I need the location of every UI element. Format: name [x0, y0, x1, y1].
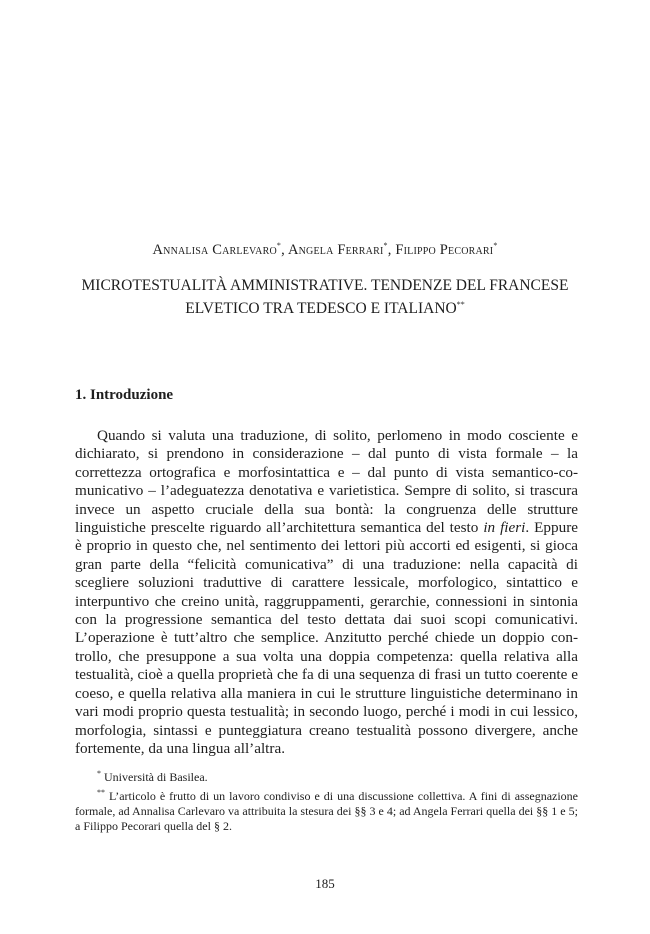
author-line: Annalisa Carlevaro*, Angela Ferrari*, Filippo Pecorari* [152, 241, 498, 258]
body-paragraph [75, 427, 578, 758]
footnote-text: Università di Basilea. [104, 770, 208, 784]
title-footnote-mark: ** [456, 300, 465, 309]
author-name: Angela Ferrari [287, 241, 384, 258]
footnote [75, 785, 578, 834]
footnote-mark: ** [97, 788, 105, 797]
footnote-mark: * [97, 769, 101, 778]
page-number: 185 [315, 876, 335, 891]
affiliation-mark: * [493, 241, 498, 250]
affiliation-mark: * [276, 241, 282, 250]
body-text-segment: . Eppure è proprio in questo che, nel sentimento dei lettori più accorti ed esigenti, si gioca gran parte della “felicità comunicativa” di una traduzione: nella capacità di scegliere soluzioni traduttive di carattere lessicale, morfologico, sintattico e interpuntivo che creino unità, raggruppamenti, gerarchie, connessioni in sintonia con la progressione semantica del testo dettata dai suoi scopi comunicativi. L’operazione è tutt’altro che semplice. Anzitutto perché chiede un doppio controllo, che presuppone a sua volta una doppia competenza: quella relativa alla testualità, cioè a quella proprietà che fa di una sequenza di frasi un tutto coerente e coeso, e quella relativa alla maniera in cui le strutture linguistiche determinano in vari modi proprio questa testualità; in secondo luogo, perché i modi in cui lessico, morfologia, sintassi e punteggiatura creano testualità possono divergere, anche fortemente, da una lingua all’altra. [75, 519, 579, 757]
author-name: Filippo Pecorari [395, 241, 494, 258]
body-text-segment: Quando si valuta una traduzione, di solito, perlomeno in modo cosciente e dichiarato, si prendono in considerazione – dal punto di vista formale – la correttezza ortografica e morfosintattica e – dal punto di vista semantico-comunicativo – l’adeguatezza denotativa e varietistica. Sempre di solito, si trascura invece un aspetto cruciale della sua bontà: la congruenza delle strutture linguistiche prescelte riguardo all’architettura semantica del testo [75, 427, 578, 537]
footnote [75, 766, 578, 785]
title-line: MICROTESTUALITÀ AMMINISTRATIVE. TENDENZE DEL FRANCESE [81, 277, 569, 294]
footnote-text: L’articolo è frutto di un lavoro condiviso e di una discussione collettiva. A fini di assegnazione formale, ad Annalisa Carlevaro va attribuita la stesura dei §§ 3 e 4; ad Angela Ferrari quella dei §§ 1 e 5; a Filippo Pecorari quella del § 2. [75, 789, 579, 833]
body-italic-term: in fieri [483, 519, 526, 537]
article-title [60, 276, 590, 318]
footnotes [75, 766, 578, 834]
affiliation-mark: * [383, 241, 388, 250]
title-line: ELVETICO TRA TEDESCO E ITALIANO [185, 300, 457, 318]
section-heading: 1. Introduzione [75, 387, 174, 403]
author-name: Annalisa Carlevaro [152, 241, 277, 258]
